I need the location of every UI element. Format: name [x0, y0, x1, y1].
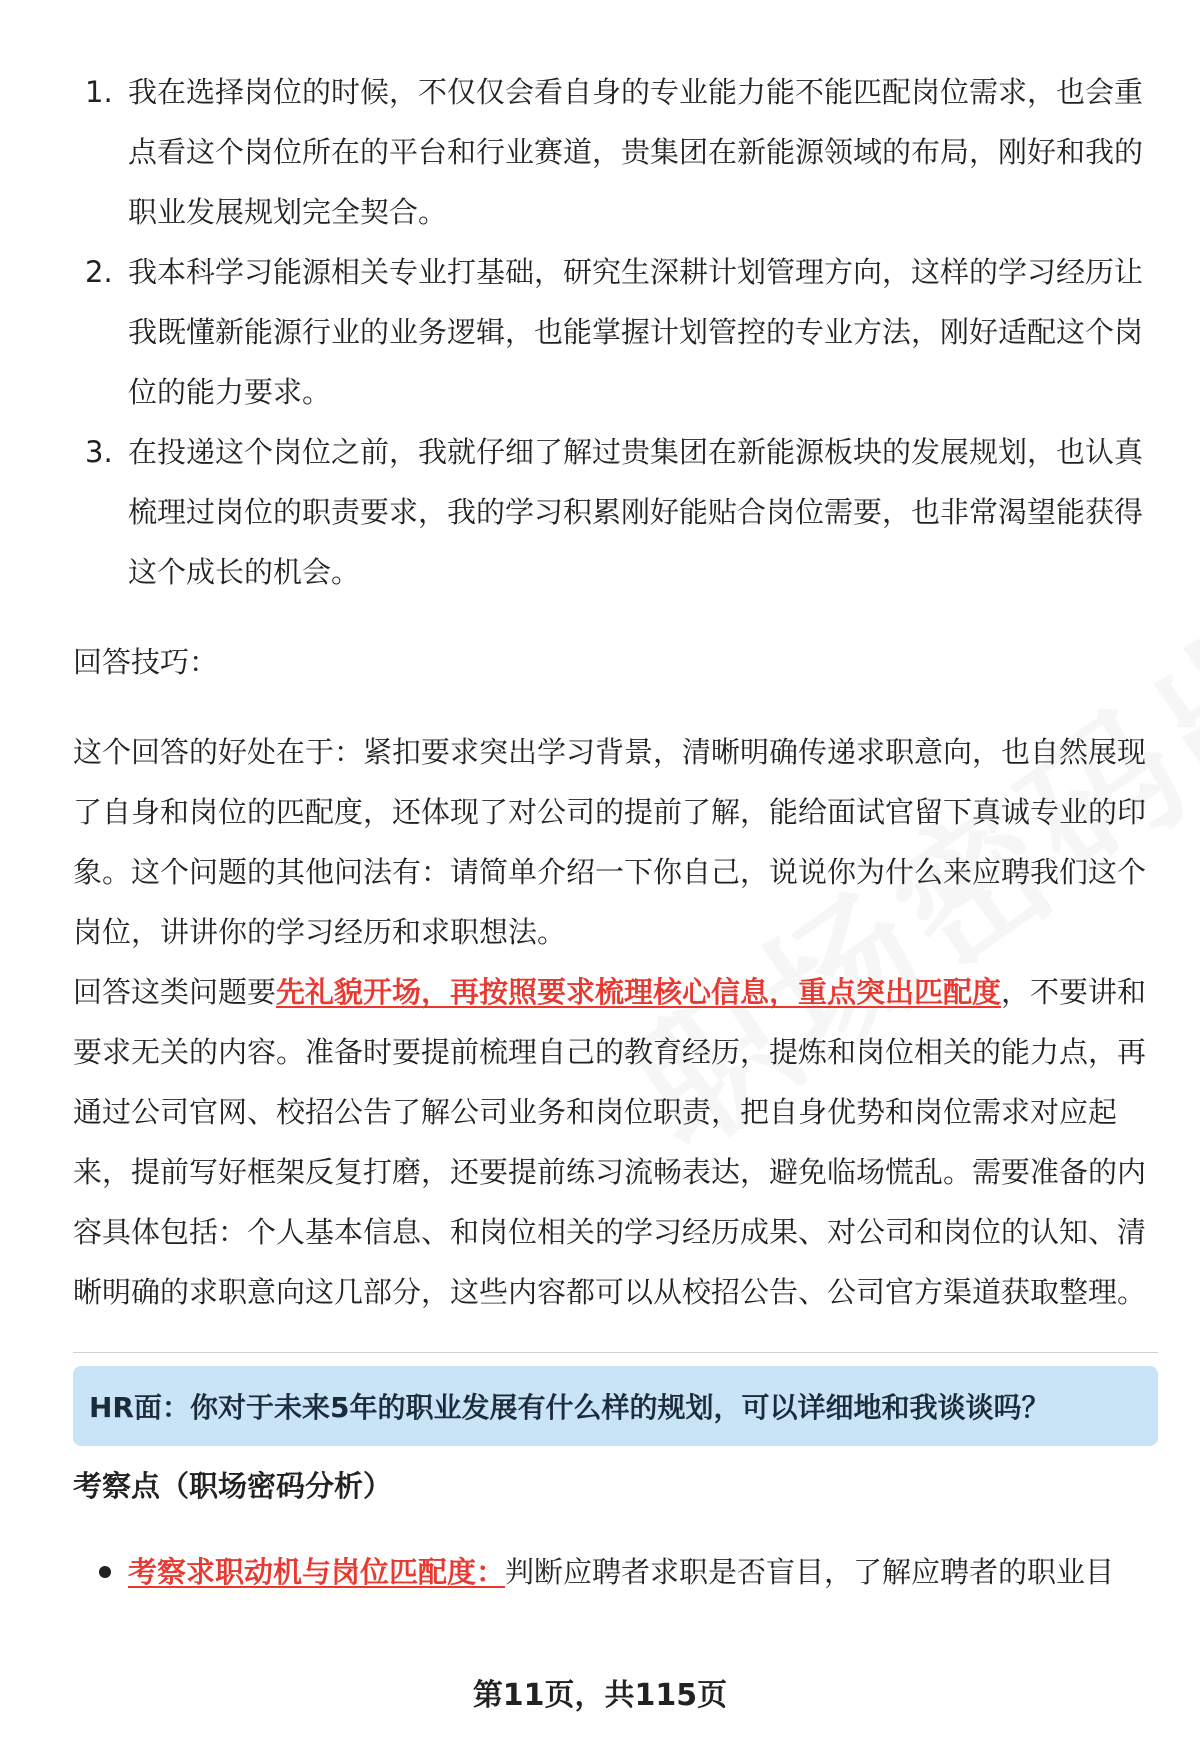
bullet-icon: [99, 1566, 111, 1578]
list-item-text: 我本科学习能源相关专业打基础，研究生深耕计划管理方向，这样的学习经历让我既懂新能源行业的业务逻辑，也能掌握计划管控的专业方法，刚好适配这个岗位的能力要求。: [128, 255, 1144, 409]
list-item: [73, 1548, 1158, 1596]
list-item-text: 在投递这个岗位之前，我就仔细了解过贵集团在新能源板块的发展规划，也认真梳理过岗位的职责要求，我的学习积累刚好能贴合岗位需要，也非常渴望能获得这个成长的机会。: [128, 435, 1144, 589]
hr-question-box: [73, 1366, 1158, 1446]
section-divider: [73, 1352, 1158, 1353]
tips-paragraph-2-prefix: 回答这类问题要: [73, 975, 277, 1009]
tips-paragraph-1: 这个回答的好处在于：紧扣要求突出学习背景，清晰明确传递求职意向，也自然展现了自身和岗位的匹配度，还体现了对公司的提前了解，能给面试官留下真诚专业的印象。这个问题的其他问法有：请简单介绍一下你自己，说说你为什么来应聘我们这个岗位，讲讲你的学习经历和求职想法。: [73, 735, 1147, 949]
list-number: 1.: [85, 75, 113, 109]
tips-paragraph-2-suffix: ，不要讲和要求无关的内容。准备时要提前梳理自己的教育经历，提炼和岗位相关的能力点，再通过公司官网、校招公告了解公司业务和岗位职责，把自身优势和岗位需求对应起来，提前写好框架反复打磨，还要提前练习流畅表达，避免临场慌乱。需要准备的内容具体包括：个人基本信息、和岗位相关的学习经历成果、对公司和岗位的认知、清晰明确的求职意向这几部分，这些内容都可以从校招公告、公司官方渠道获取整理。: [73, 975, 1147, 1309]
list-item: [73, 62, 1158, 242]
page-number: 第11页，共115页: [472, 1678, 728, 1713]
list-number: 2.: [85, 255, 113, 289]
page-content: [73, 62, 1158, 1596]
list-item: [73, 242, 1158, 422]
tips-heading: 回答技巧：: [73, 645, 219, 679]
list-item: [73, 422, 1158, 602]
point-label: 考察求职动机与岗位匹配度：: [128, 1555, 506, 1589]
hr-question-text: HR面：你对于未来5年的职业发展有什么样的规划，可以详细地和我谈谈吗？: [89, 1391, 1050, 1424]
key-point-highlight: 先礼貌开场，再按照要求梳理核心信息，重点突出匹配度: [276, 975, 1002, 1009]
tips-paragraph-2: [73, 962, 1158, 1322]
list-number: 3.: [85, 435, 113, 469]
analysis-points: [73, 1548, 1158, 1596]
point-text: 判断应聘者求职是否盲目，了解应聘者的职业目: [505, 1555, 1115, 1589]
answer-list: [73, 62, 1158, 602]
list-item-text: 我在选择岗位的时候，不仅仅会看自身的专业能力能不能匹配岗位需求，也会重点看这个岗位所在的平台和行业赛道，贵集团在新能源领域的布局，刚好和我的职业发展规划完全契合。: [128, 75, 1144, 229]
analysis-heading: 考察点（职场密码分析）: [73, 1469, 393, 1503]
